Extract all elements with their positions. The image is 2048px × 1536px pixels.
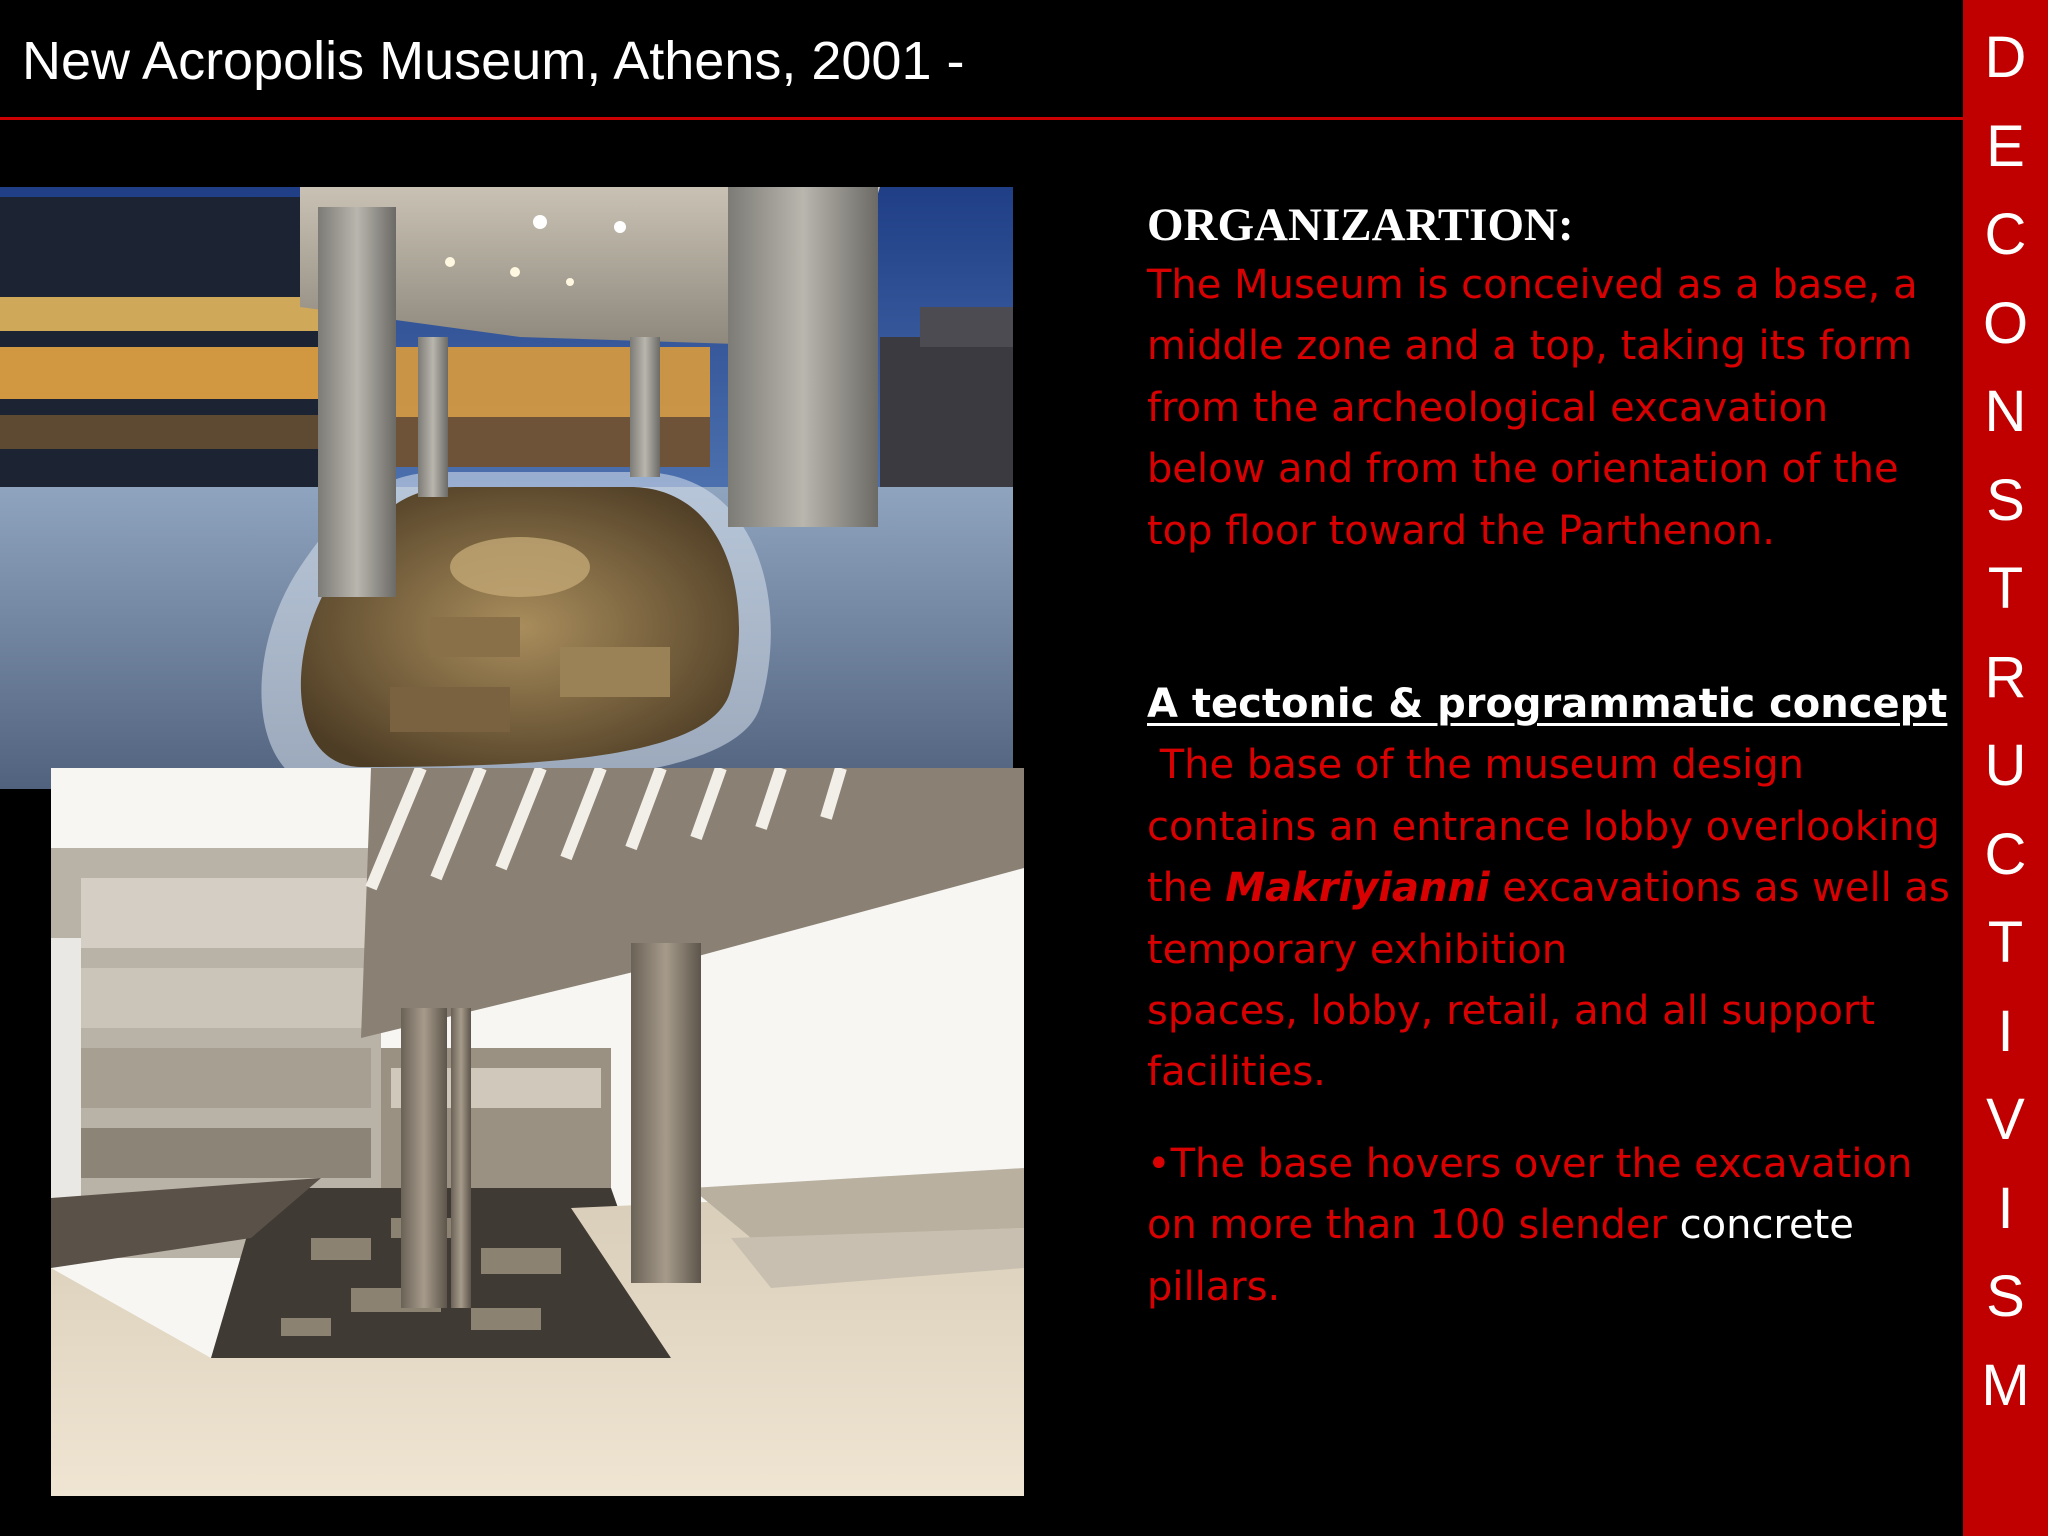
concept-heading: A tectonic & programmatic concept <box>1147 681 1948 728</box>
bullet-text-white: concrete <box>1679 1202 1854 1249</box>
side-letter: D <box>1984 25 2027 90</box>
museum-base-rendering <box>51 768 1024 1496</box>
organization-line: from the archeological excavation <box>1147 384 1829 431</box>
organization-line: middle zone and a top, taking its form <box>1147 323 1913 370</box>
bullet-text: on more than 100 slender <box>1147 1202 1680 1249</box>
concept-text: excavations as well as <box>1489 865 1950 912</box>
side-letter: C <box>1984 202 2027 267</box>
makriyianni-emphasis: Makriyianni <box>1225 865 1490 912</box>
side-letter: I <box>1997 1175 2014 1241</box>
museum-base-illustration <box>51 768 1024 1496</box>
concept-line: contains an entrance lobby overlooking <box>1147 803 1940 850</box>
side-letter: T <box>1987 556 2024 621</box>
side-letter: S <box>1986 467 2025 533</box>
concept-line-mixed <box>1147 858 1977 919</box>
side-letter: O <box>1982 290 2029 356</box>
organization-line: top floor toward the Parthenon. <box>1147 507 1775 554</box>
slide-text-column <box>1147 195 1977 1318</box>
bullet-line-mixed <box>1147 1195 1977 1256</box>
side-letter: I <box>1997 998 2014 1064</box>
bullet-line: •The base hovers over the excavation <box>1147 1140 1913 1187</box>
concept-line: temporary exhibition <box>1147 926 1568 973</box>
museum-entrance-photo <box>0 187 1013 789</box>
side-letter: S <box>1986 1264 2025 1329</box>
side-letter: R <box>1984 644 2027 710</box>
bullet-line: pillars. <box>1147 1263 1281 1310</box>
concept-text: the <box>1147 865 1226 912</box>
organization-paragraph <box>1147 255 1977 562</box>
concept-line: facilities. <box>1147 1049 1326 1096</box>
organization-line: The Museum is conceived as a base, a <box>1147 262 1918 308</box>
side-letter: V <box>1986 1087 2025 1152</box>
side-letter: N <box>1984 379 2027 444</box>
concept-paragraph <box>1147 735 1977 1103</box>
side-letter: E <box>1986 113 2025 179</box>
side-letter: M <box>1981 1352 2030 1418</box>
bullet-paragraph <box>1147 1134 1977 1318</box>
title-divider <box>0 117 1963 120</box>
museum-entrance-illustration <box>0 187 1013 789</box>
concept-line: The base of the museum design <box>1147 742 1805 789</box>
concept-line: spaces, lobby, retail, and all support <box>1147 988 1876 1035</box>
organization-heading: ORGANIZARTION: <box>1147 199 1574 251</box>
organization-line: below and from the orientation of the <box>1147 446 1899 493</box>
side-letter: T <box>1987 910 2024 975</box>
slide-title: New Acropolis Museum, Athens, 2001 - <box>22 31 965 91</box>
side-letter: U <box>1984 733 2027 798</box>
side-letter: C <box>1984 821 2027 887</box>
